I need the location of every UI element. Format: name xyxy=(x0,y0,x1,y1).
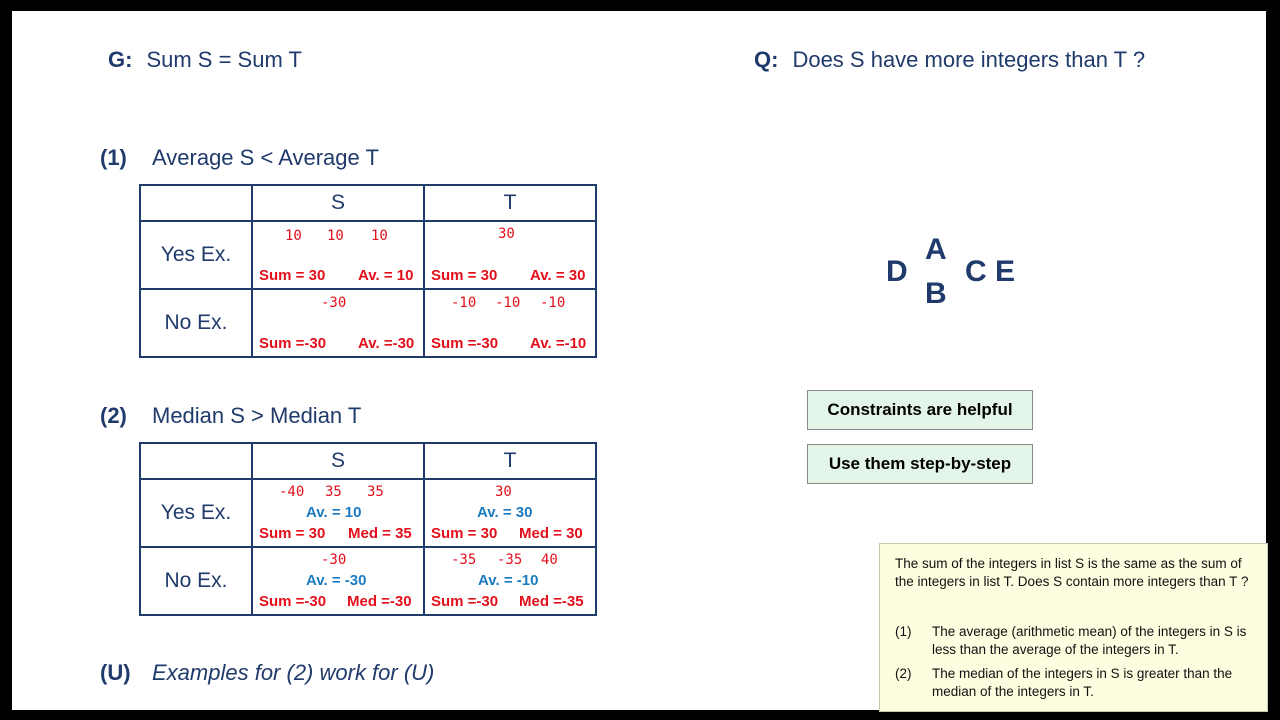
sum-value: Sum =-30 xyxy=(431,335,499,352)
choice-d: D xyxy=(886,255,908,288)
s-no-cell xyxy=(252,289,424,357)
number-entry: 10 xyxy=(327,228,344,244)
statement1-text: Average S < Average T xyxy=(152,145,379,170)
row-label-yes: Yes Ex. xyxy=(140,221,252,289)
number-entry: -10 xyxy=(451,295,477,311)
statement1-line xyxy=(100,145,379,171)
statement1-label: (1) xyxy=(100,145,127,170)
number-entry: 35 xyxy=(367,484,384,500)
s-yes-cell xyxy=(252,479,424,547)
sum-value: Sum =-30 xyxy=(259,335,327,352)
given-line xyxy=(108,47,302,73)
row-label-no: No Ex. xyxy=(140,547,252,615)
union-label: (U) xyxy=(100,660,131,685)
average-value: Av. = 30 xyxy=(530,267,586,284)
choice-b: B xyxy=(925,277,947,310)
statement2-table xyxy=(139,442,597,616)
s-yes-cell xyxy=(252,221,424,289)
column-header-s: S xyxy=(252,185,424,221)
number-entry: 10 xyxy=(285,228,302,244)
average-value: Av. = 10 xyxy=(306,504,362,521)
table-corner xyxy=(140,185,252,221)
sum-value: Sum = 30 xyxy=(431,267,498,284)
number-entry: -10 xyxy=(540,295,566,311)
question-line xyxy=(754,47,1145,73)
constraints-tip-button[interactable]: Constraints are helpful xyxy=(807,390,1033,430)
average-value: Av. =-30 xyxy=(358,335,415,352)
sum-value: Sum = 30 xyxy=(431,525,498,542)
median-value: Med =-30 xyxy=(347,593,412,610)
union-text: Examples for (2) work for (U) xyxy=(152,660,435,685)
number-entry: -35 xyxy=(497,552,523,568)
question-label: Q: xyxy=(754,47,779,72)
sum-value: Sum = 30 xyxy=(259,525,326,542)
question-box xyxy=(879,543,1268,712)
statement-2-number: (2) xyxy=(895,666,912,681)
number-entry: 10 xyxy=(371,228,388,244)
column-header-s: S xyxy=(252,443,424,479)
row-label-no: No Ex. xyxy=(140,289,252,357)
question-text: Does S have more integers than T ? xyxy=(792,47,1146,72)
given-label: G: xyxy=(108,47,133,72)
t-yes-cell xyxy=(424,221,596,289)
average-value: Av. = -10 xyxy=(478,572,539,589)
median-value: Med =-35 xyxy=(519,593,584,610)
column-header-t: T xyxy=(424,185,596,221)
statement-1-text: The average (arithmetic mean) of the integers in S is less than the average of the integers in T. xyxy=(932,624,1247,657)
number-entry: 35 xyxy=(325,484,342,500)
stepwise-tip-button[interactable]: Use them step-by-step xyxy=(807,444,1033,484)
number-entry: -10 xyxy=(495,295,521,311)
number-entry: -30 xyxy=(321,552,347,568)
average-value: Av. = -30 xyxy=(306,572,367,589)
number-entry: -30 xyxy=(321,295,347,311)
number-entry: 30 xyxy=(495,484,512,500)
number-entry: -35 xyxy=(451,552,477,568)
number-entry: 30 xyxy=(498,226,515,242)
average-value: Av. = 30 xyxy=(477,504,533,521)
t-no-cell xyxy=(424,547,596,615)
row-label-yes: Yes Ex. xyxy=(140,479,252,547)
median-value: Med = 35 xyxy=(348,525,412,542)
t-no-cell xyxy=(424,289,596,357)
s-no-cell xyxy=(252,547,424,615)
median-value: Med = 30 xyxy=(519,525,583,542)
statement2-text: Median S > Median T xyxy=(152,403,362,428)
sum-value: Sum = 30 xyxy=(259,267,326,284)
choice-c: C xyxy=(965,255,987,288)
statement2-line xyxy=(100,403,361,429)
statement1-table xyxy=(139,184,597,358)
choice-e: E xyxy=(995,255,1016,288)
statement-2-text: The median of the integers in S is greater than the median of the integers in T. xyxy=(932,666,1233,699)
statement2-label: (2) xyxy=(100,403,127,428)
sum-value: Sum =-30 xyxy=(431,593,499,610)
slide xyxy=(12,11,1266,710)
statement-1-number: (1) xyxy=(895,624,912,639)
column-header-t: T xyxy=(424,443,596,479)
number-entry: -40 xyxy=(279,484,305,500)
given-text: Sum S = Sum T xyxy=(146,47,302,72)
number-entry: 40 xyxy=(541,552,558,568)
choice-a: A xyxy=(925,233,947,266)
sum-value: Sum =-30 xyxy=(259,593,327,610)
t-yes-cell xyxy=(424,479,596,547)
average-value: Av. = 10 xyxy=(358,267,414,284)
question-stem: The sum of the integers in list S is the same as the sum of the integers in list T. Does S contain more integers than T ? xyxy=(895,556,1249,589)
average-value: Av. =-10 xyxy=(530,335,587,352)
union-line xyxy=(100,660,434,686)
table-corner xyxy=(140,443,252,479)
